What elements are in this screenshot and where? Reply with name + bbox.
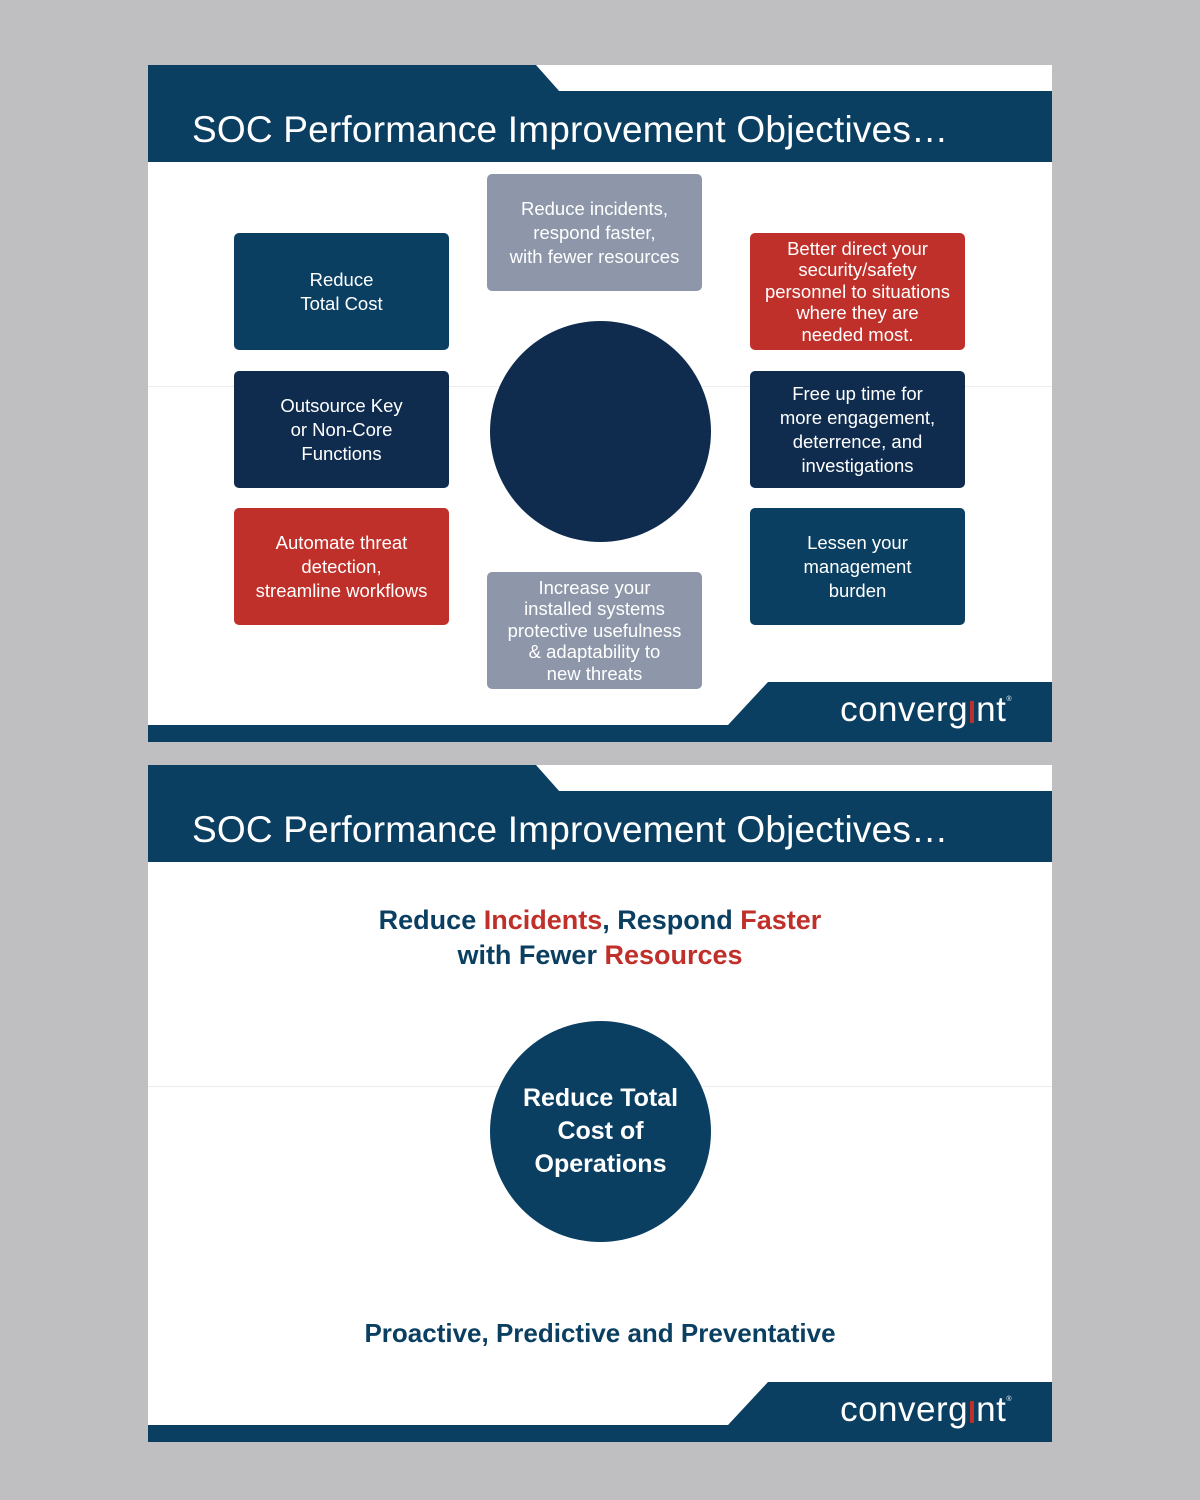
headline-text: Reduce	[378, 905, 484, 935]
objective-lessen-burden: Lessen your management burden	[750, 508, 965, 625]
headline-text: with Fewer	[457, 940, 605, 970]
slide-title: SOC Performance Improvement Objectives…	[192, 109, 949, 150]
logo-text-end: nt	[976, 690, 1007, 729]
tagline: Proactive, Predictive and Preventative	[364, 1318, 836, 1348]
logo-text-start: converg	[840, 1390, 969, 1429]
headline-line-2	[148, 938, 1052, 973]
objective-increase-usefulness: Increase your installed systems protective usefulness & adaptability to new threats	[487, 572, 702, 689]
headline-highlight: Resources	[604, 940, 743, 970]
logo-text-end: nt	[976, 1390, 1007, 1429]
objective-automate-detection: Automate threat detection, streamline workflows	[234, 508, 449, 625]
objective-reduce-incidents: Reduce incidents, respond faster, with fewer resources	[487, 174, 702, 291]
objective-direct-personnel: Better direct your security/safety personnel to situations where they are needed most.	[750, 233, 965, 350]
headline-highlight: Incidents	[483, 905, 603, 935]
registered-mark: ®	[1006, 1396, 1012, 1403]
convergint-logo	[840, 690, 1012, 730]
headline-text: , Respond	[602, 905, 741, 935]
header-tab-shape	[148, 65, 560, 92]
convergint-logo	[840, 1390, 1012, 1430]
slide-objectives-summary	[148, 765, 1052, 1442]
headline-line-1	[148, 903, 1052, 938]
objective-outsource-functions: Outsource Key or Non-Core Functions	[234, 371, 449, 488]
registered-mark: ®	[1006, 696, 1012, 703]
objective-reduce-total-cost: Reduce Total Cost	[234, 233, 449, 350]
headline-highlight: Faster	[740, 905, 822, 935]
logo-red-i-icon	[970, 701, 974, 723]
header-tab-shape	[148, 765, 560, 792]
slide-title: SOC Performance Improvement Objectives…	[192, 809, 949, 850]
logo-red-i-icon	[970, 1401, 974, 1423]
slide-objectives-diagram	[148, 65, 1052, 742]
logo-text-start: converg	[840, 690, 969, 729]
hub-circle	[490, 321, 711, 542]
objective-free-up-time: Free up time for more engagement, deterrence, and investigations	[750, 371, 965, 488]
hub-circle-total-cost: Reduce Total Cost of Operations	[490, 1021, 711, 1242]
